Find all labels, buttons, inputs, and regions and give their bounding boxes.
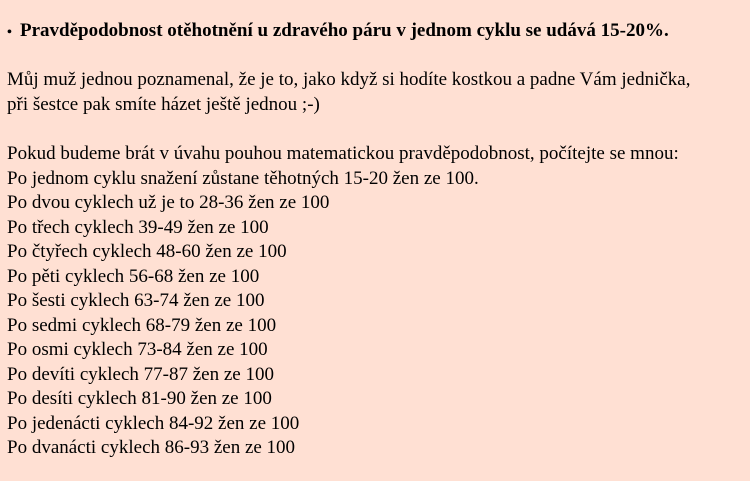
headline-text: Pravděpodobnost otěhotnění u zdravého páru v jednom cyklu se udává 15-20%. [20, 20, 669, 41]
list-item: Po třech cyklech 39-49 žen ze 100 [7, 216, 269, 238]
list-item: Po desíti cyklech 81-90 žen ze 100 [7, 388, 272, 409]
list-item: Po jedenácti cyklech 84-92 žen ze 100 [7, 412, 300, 434]
list-item: Po šesti cyklech 63-74 žen ze 100 [7, 290, 265, 311]
list-item: Po devíti cyklech 77-87 žen ze 100 [7, 363, 274, 385]
bullet-icon: • [7, 25, 12, 40]
list-item: Po osmi cyklech 73-84 žen ze 100 [7, 339, 268, 360]
list-item: Po pěti cyklech 56-68 žen ze 100 [7, 265, 260, 287]
list-item: Po sedmi cyklech 68-79 žen ze 100 [7, 314, 277, 336]
list-item: Po jednom cyklu snažení zůstane těhotných 15-20 žen ze 100. [7, 167, 479, 189]
paragraph-intro: Pokud budeme brát v úvahu pouhou matematickou pravděpodobnost, počítejte se mnou: [7, 143, 679, 164]
paragraph-probability-list [7, 142, 750, 461]
list-item: Po dvou cyklech už je to 28-36 žen ze 100 [7, 192, 330, 213]
paragraph-line: Můj muž jednou poznamenal, že je to, jako když si hodíte kostkou a padne Vám jednička, [7, 69, 691, 90]
list-item: Po dvanácti cyklech 86-93 žen ze 100 [7, 437, 296, 458]
headline [7, 19, 750, 45]
paragraph-line: při šestce pak smíte házet ještě jednou ;-) [7, 93, 320, 115]
list-item: Po čtyřech cyklech 48-60 žen ze 100 [7, 241, 287, 262]
paragraph-dice-analogy [7, 68, 750, 117]
